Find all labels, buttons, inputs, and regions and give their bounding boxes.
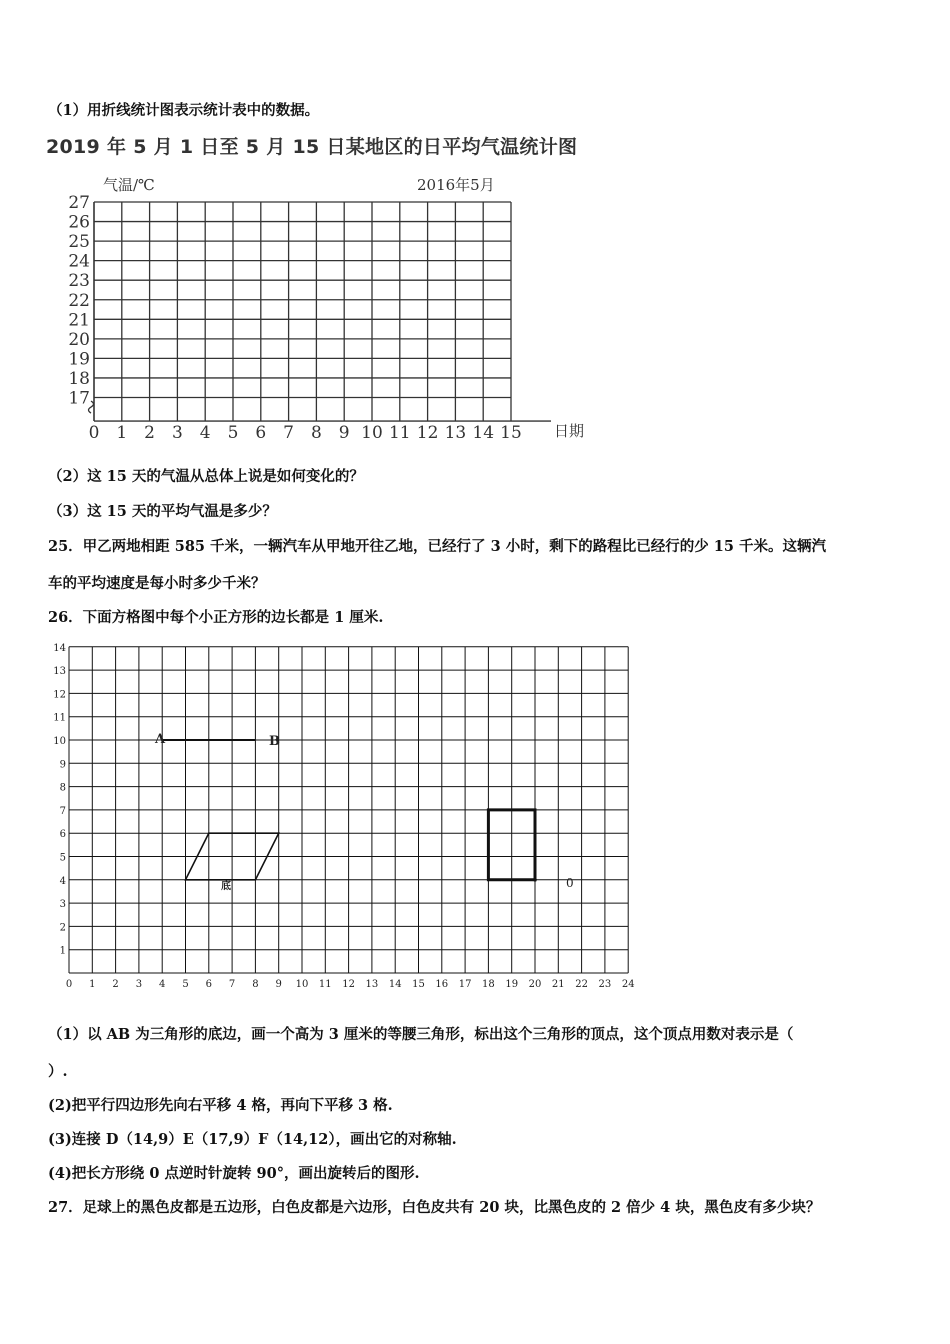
grid-x-tick-1: 1 <box>89 979 96 990</box>
x-tick-5: 5 <box>227 423 239 443</box>
grid-y-tick-14: 14 <box>53 642 66 654</box>
grid-y-tick-9: 9 <box>59 759 66 771</box>
grid-y-tick-13: 13 <box>53 666 66 678</box>
question-26-part-1-line-1: （1）以 AB 为三角形的底边，画一个高为 3 厘米的等腰三角形，标出这个三角形的顶点，这个顶点用数对表示是（ <box>48 1026 794 1043</box>
y-tick-26: 26 <box>68 212 90 233</box>
grid-x-tick-8: 8 <box>252 979 259 990</box>
grid-y-tick-8: 8 <box>59 782 66 794</box>
grid-x-tick-19: 19 <box>505 979 519 990</box>
grid-x-tick-17: 17 <box>458 979 472 990</box>
y-tick-21: 21 <box>68 310 90 331</box>
grid-x-tick-3: 3 <box>135 979 143 990</box>
y-tick-25: 25 <box>68 232 90 253</box>
grid-y-tick-6: 6 <box>59 829 66 841</box>
grid-y-tick-1: 1 <box>59 945 66 957</box>
grid-x-tick-4: 4 <box>159 979 166 990</box>
grid-x-tick-14: 14 <box>388 979 402 990</box>
x-tick-3: 3 <box>171 423 183 443</box>
base-label: 底 <box>221 881 231 892</box>
grid-x-tick-9: 9 <box>275 979 282 990</box>
question-24-part-1: （1）用折线统计图表示统计表中的数据。 <box>48 102 320 119</box>
question-26-part-2: (2)把平行四边形先向右平移 4 格，再向下平移 3 格. <box>48 1097 393 1114</box>
question-25-line-2: 车的平均速度是每小时多少千米？ <box>48 575 266 592</box>
grid-x-tick-15: 15 <box>412 979 425 990</box>
x-tick-8: 8 <box>310 423 322 443</box>
temperature-chart-title: 2019 年 5 月 1 日至 5 月 15 日某地区的日平均气温统计图 <box>46 136 578 158</box>
grid-x-tick-23: 23 <box>598 979 612 990</box>
grid-y-tick-3: 3 <box>59 899 66 911</box>
x-axis-label: 日期 <box>554 422 585 440</box>
grid-x-tick-5: 5 <box>182 979 189 990</box>
question-24-part-2: （2）这 15 天的气温从总体上说是如何变化的？ <box>48 468 364 485</box>
square-grid-figure <box>40 640 670 995</box>
question-27: 27．足球上的黑色皮都是五边形，白色皮都是六边形，白色皮共有 20 块，比黑色皮的 2 倍少 4 块，黑色皮有多少块？ <box>48 1199 821 1216</box>
temperature-line-chart <box>60 170 590 450</box>
grid-x-tick-7: 7 <box>228 979 236 990</box>
grid-x-tick-11: 11 <box>318 979 332 990</box>
point-b-label: B <box>269 734 280 749</box>
point-o <box>533 878 537 882</box>
grid-y-tick-12: 12 <box>53 689 66 701</box>
grid-x-tick-6: 6 <box>205 979 212 990</box>
x-tick-2: 2 <box>144 423 156 443</box>
y-tick-19: 19 <box>68 349 90 370</box>
question-26-part-4: (4)把长方形绕 0 点逆时针旋转 90°，画出旋转后的图形. <box>48 1165 420 1182</box>
x-tick-12: 12 <box>416 423 439 443</box>
grid-x-tick-20: 20 <box>528 979 542 990</box>
x-tick-11: 11 <box>388 423 411 443</box>
question-24-part-3: （3）这 15 天的平均气温是多少？ <box>48 503 277 520</box>
x-tick-13: 13 <box>444 423 467 443</box>
y-tick-23: 23 <box>68 271 90 292</box>
grid-x-tick-13: 13 <box>365 979 379 990</box>
grid-y-tick-11: 11 <box>53 712 66 724</box>
y-tick-24: 24 <box>68 251 90 272</box>
grid-x-tick-24: 24 <box>621 979 635 990</box>
temperature-chart-grid <box>89 202 552 421</box>
question-26-part-1-line-2: ）. <box>48 1063 68 1080</box>
grid-x-tick-0: 0 <box>65 979 73 990</box>
grid-x-tick-10: 10 <box>295 979 309 990</box>
x-tick-4: 4 <box>199 423 211 443</box>
grid-y-tick-2: 2 <box>59 922 66 934</box>
x-tick-6: 6 <box>255 423 267 443</box>
question-26-part-3: (3)连接 D（14,9）E（17,9）F（14,12），画出它的对称轴. <box>48 1131 457 1148</box>
x-tick-7: 7 <box>283 423 295 443</box>
y-axis-label: 气温/℃ <box>103 176 155 194</box>
point-o-label: 0 <box>566 876 574 890</box>
grid-y-tick-7: 7 <box>59 805 66 817</box>
grid-x-tick-16: 16 <box>435 979 449 990</box>
grid-x-tick-21: 21 <box>551 979 565 990</box>
y-tick-18: 18 <box>68 368 90 389</box>
grid-y-tick-10: 10 <box>53 736 66 747</box>
x-tick-14: 14 <box>472 423 495 443</box>
date-label: 2016年5月 <box>417 176 495 194</box>
question-25-line-1: 25．甲乙两地相距 585 千米，一辆汽车从甲地开往乙地，已经行了 3 小时，剩下的路程比已经行的少 15 千米。这辆汽 <box>48 538 826 555</box>
x-tick-15: 15 <box>500 423 522 443</box>
x-tick-9: 9 <box>338 423 350 443</box>
grid-x-tick-2: 2 <box>112 979 119 990</box>
grid-y-tick-5: 5 <box>59 852 66 864</box>
y-tick-22: 22 <box>68 290 90 311</box>
y-tick-20: 20 <box>68 329 90 350</box>
x-tick-0: 0 <box>88 423 100 443</box>
grid-x-tick-22: 22 <box>575 979 588 990</box>
y-tick-17: 17 <box>68 388 90 409</box>
point-a-label: A <box>155 732 166 747</box>
grid-x-tick-12: 12 <box>342 979 355 990</box>
grid-y-tick-4: 4 <box>59 875 66 887</box>
x-tick-1: 1 <box>116 423 128 443</box>
grid-x-tick-18: 18 <box>482 979 495 990</box>
y-tick-27: 27 <box>68 193 90 213</box>
x-tick-10: 10 <box>361 423 383 443</box>
question-26-title: 26．下面方格图中每个小正方形的边长都是 1 厘米. <box>48 609 384 626</box>
